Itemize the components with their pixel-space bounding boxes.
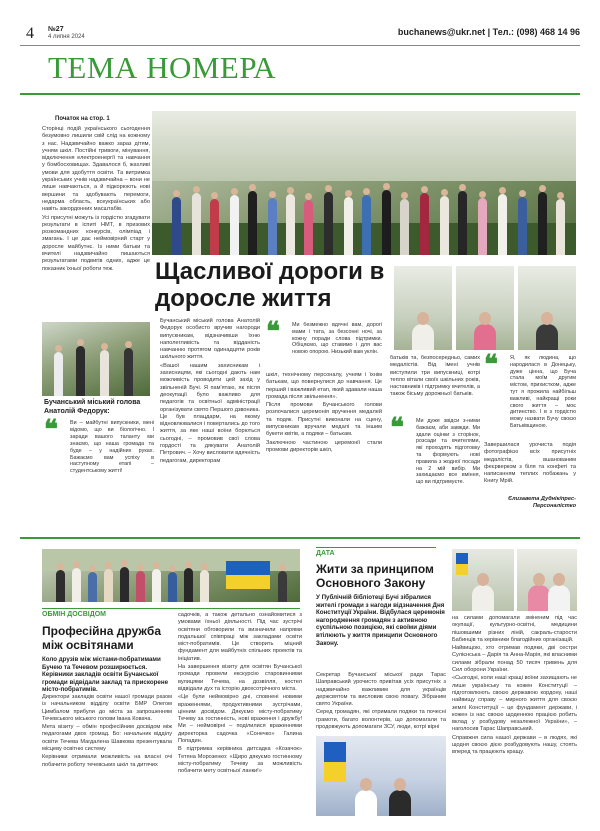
section-title: ТЕМА НОМЕРА	[48, 50, 277, 85]
exchange-group-photo	[42, 549, 300, 602]
paragraph: На завершення візиту для освітян Бучанської громади провели екскурсію старовинними вулицями Течева, на дозвілля, костел відвідали дух та історію двохсотрічного міста.	[178, 664, 302, 692]
quote-mark-icon: ❝	[484, 350, 498, 380]
mayor-quote: Ви – майбутні випускники, мені відомо, що ви біологічно. І заради вашого таланту ми знаємо, що наша громада та буде – у надійних руках. Бажаємо вам успіху в наступному етапі – студентському житті!	[70, 420, 154, 475]
medalist-photo-1	[394, 266, 452, 350]
article-column-3	[266, 372, 382, 512]
article-column-2	[160, 318, 260, 513]
constitution-photo-left	[316, 736, 446, 816]
paragraph: батьків та, безпосередньо, самих медалістів. Від імені учнів виступили три випускниці, котрі тепло вітали своїх шкільних років, наставників і підтримку вчителів, а також бісьму дорожньої батьків.	[390, 355, 480, 398]
continuation-note: Початок на стор. 1	[55, 116, 110, 122]
intro-paragraph: Усі присутні можуть із гордістю згадувати результати в іспиті НМТ, в призових розкомандних конкурсів, олімпіад і змагань. І це дає неймовірний старт у доросле майбутнє. Із ними батьки та вчителі надзвичайно пишаються результатами подвигів одних, адже це показник їхньої роботи теж.	[42, 214, 150, 272]
issue-number: №27	[48, 26, 64, 33]
constitution-photo-top-2	[517, 549, 577, 611]
article-column-5: Завершилася урочиста подія фотографією всіх присутніх медалістів, вшанованим феєрверком з біля та конфеті та написанням теплих побажань у Книгу Мрій.	[484, 442, 576, 485]
paragraph: Мета візиту – обмін професійним досвідом між педагогами двох громад. Бо: начальник відділу освіти Течева Магдалена Шавкова презентувала місцеву освітню систему	[42, 724, 172, 753]
header-rule	[20, 45, 580, 46]
constitution-rubric: ДАТА	[316, 550, 335, 557]
exchange-rubric: ОБМІН ДОСВІДОМ	[42, 611, 107, 618]
paragraph: «Сьогодні, коли наші кращі воїни захищають не лише українську та кожен Конституції – підготовлюють своєю державою кордону, наші найвищу справу – мирного життя для своєю землі Конституції – це фундамент держави, і кожен із нас своєю щоденною працією робить вклад у розбудову незалежної України», – наголосив Тарас Шаправський.	[452, 675, 577, 733]
paragraph: шкіл, технічному персоналу, учням і їхнім батькам, що повернулися до навчання. Це перший і важливий етап, який здавали наша громада після звільнення».	[266, 372, 382, 400]
paragraph: Секретар Бучанської міської ради Тарас Шаправський урочисто привітав усіх присутніх з надзвичайно важливим для українців держсвятом та висловив свою повагу. Зібраним свято України.	[316, 672, 446, 708]
graduates-group-photo	[152, 111, 576, 255]
exchange-rubric-bar	[42, 608, 300, 609]
paragraph: «Це були неймовірно дні, сповнені новими враженнями, продуктивними зустрічами, цінним досвідом. Дякуємо місту-побратиму Течеву за гостинність, нові враження і дружбу! Ми – неймовірні – поділилися враженнями директорка садочка «Сонечко» Галина Попадин.	[178, 694, 302, 745]
constitution-headline: Жити за принципом Основного Закону	[316, 562, 434, 590]
intro-column	[42, 126, 150, 320]
paragraph: Після промови Бучанського голови розпочалися церемонія вручення медалей та подяк. Присутні виконали на сцену, випускникам вручали медалі та іншим букети квітів, а подяки – батькам.	[266, 402, 382, 438]
flag	[324, 742, 346, 782]
exchange-lead: Коло друзів між містами-побратимами Бучею та Течевом розширюється. Керівники закладів освіти Бучанської громади відвідали заклад та прискорене місто-побратимів.	[42, 656, 169, 694]
paragraph: садочків, а також детально ознайомитися з умовами їхньої діяльності. Під час зустрічі освітяни обговорили та визначили напрями подальшої співпраці між закладами освіти міст-побратимів. Це створить міцний фундамент для майбутніх спільних проектів та ініціатив.	[178, 612, 302, 662]
paragraph: В підтримка керівника дитсадка «Козачок» Тетяна Морозенко: «Щиро дякуємо гостинному місту-побратиму Течеву за можливість побачити мету освітньої ланки!»	[178, 746, 302, 775]
paragraph: Бучанський міський голова Анатолій Федорук особисто вручив нагороди випускникам, відзначивши їхню наполегливість та відданість навчанню протягом одинадцяти років шкільного життя.	[160, 318, 260, 361]
exchange-column-1	[42, 694, 172, 816]
constitution-rubric-bar	[316, 547, 436, 548]
paragraph: Найвищою, хто отримав подяки, дві сестри Сулієнська – Дарія та Анна-Марія, які власними силами зібрали понад 50 тисяч гривень для Сил оборони України.	[452, 645, 577, 674]
flag	[226, 561, 270, 589]
exchange-column-2	[178, 612, 302, 816]
quote-mark-icon: ❝	[390, 413, 404, 443]
paragraph: Заключною частиною церемонії стали промови директорів шкіл,	[266, 439, 382, 453]
medalist-photo-3	[518, 266, 576, 350]
contact-info[interactable]: buchanews@ukr.net | Тел.: (098) 468 14 96	[397, 27, 580, 37]
quote-mark-icon: ❝	[266, 317, 280, 347]
paragraph: Директори закладів освіти нашої громади разом із начальником відділу освіти БМР Олегом Цимбалом прибули до міста за запрошенням Течевського міського голови Івана Ковача.	[42, 694, 172, 722]
paragraph: Керівники отримали можливість на власні очі побачити роботу течевських шкіл та дитячих	[42, 754, 172, 768]
quote-mark-icon: ❝	[44, 415, 58, 445]
paragraph: на силами допомагали зміненим під час окупації, культурно-освітні, медицини пішовшими різних ліній, сакраль-старости Бабинців та керівники благодійних організацій.	[452, 615, 577, 643]
mayor-photo	[42, 322, 150, 396]
stage-backdrop	[152, 111, 576, 181]
mayor-caption: Бучанський міський голова Анатолій Федорук:	[44, 399, 141, 415]
constitution-photo-top-1	[452, 549, 514, 611]
issue-date: 4 липня 2024	[48, 34, 85, 40]
exchange-headline: Професійна дружба між освітянами	[42, 624, 161, 652]
paragraph: «Вашої нашим захисникам і захисницям, які сьогодні дають нам можливість проводити цей захід у звільненій Бучі. Я пам'ятаю, як після деокупації було важливо для педагогів та освітньої адміністрації організувати свято Першого дзвоника. Це був плацдарм, на якому відновлювалися і повертались до того життя, за яке наші воїни борються сьогодні, – промовив свої слова гордості та дякувати Анатолій Петрович. – Хочу висловити вдячність педагогам, директорам	[160, 362, 260, 464]
flag	[456, 553, 468, 575]
bottom-section-rule	[20, 537, 580, 539]
paragraph: Серед громадян, які отримали подяки та почесні грамоти, багато волонтерів, що допомагали та продовжують допомагати ЗСУ, люди, котрі вірні	[316, 709, 446, 731]
side-quote: Я, як людина, що народилася в Донецьку, дуже цінна, що Буча стала моїм другим містом, прихистком, адже тут я прожила найбільш важливі, найкращі роки свого життя – моє дитинство. І в з гордістю можу назвати Бучу своєю Батьківщиною.	[510, 355, 576, 429]
section-rule	[20, 93, 580, 95]
author-signature: Єлизавета Дуднік/прес-Персоналістко	[508, 496, 576, 509]
constitution-column-1	[316, 672, 446, 732]
paragraph: Справжня сила нашої держави – в людях, які щодня своєю дією розбудовують нашу, стоять вперед та працюють кращу.	[452, 734, 577, 756]
medalist-photo-2	[456, 266, 514, 350]
parents-quote: Ми безмежно вдячні вам, дорогі мами і тата, за безсонні ночі, за кожну поради слова підтримки. Обіцяємо, що ставимо і для вас новою опорою. Низький вам уклін.	[292, 322, 382, 356]
page-header	[20, 27, 580, 45]
constitution-lead: У Публічній бібліотеці Бучі зібралися жителі громади з нагоди відзначення Дня Конституції України. Відбулася церемонія нагородження громадян з активною суспільною позицією, які своїми діями втілюють у життя принципи Основного Закону.	[316, 594, 445, 647]
main-headline: Щасливої дороги в доросле життя	[155, 258, 385, 312]
constitution-column-2	[452, 615, 577, 816]
intro-paragraph: Сторінці подій українського сьогодення безумовно лишили свій слід на кожному з нас. Надзвичайно важко зараз дітям, учням шкіл. Постійні тривоги, мінування, відключення електроенергії та навчання у бомбосховищах. Здавалося б, жахливі умови для здобуття освіти. Та витримка українських учнів надзвичайна – вони не лише навчаються, а й підкорюють нові вершини та здобувають перемоги, недарма область, всеукраїнських або навіть закордонних масштабів.	[42, 126, 150, 213]
page-number: 4	[26, 25, 34, 42]
students-quote: Ми дуже звідси з-ними бажаєм, аби завжди. Ми здали оцінки з сторінок, розсади та вчителями, які проходять підготовку та формують нові правила з жодної посади на 2 мій вибір. Ми захищаємо все вміння, що ви підтримуєте.	[416, 418, 480, 486]
article-column-4	[390, 355, 480, 415]
